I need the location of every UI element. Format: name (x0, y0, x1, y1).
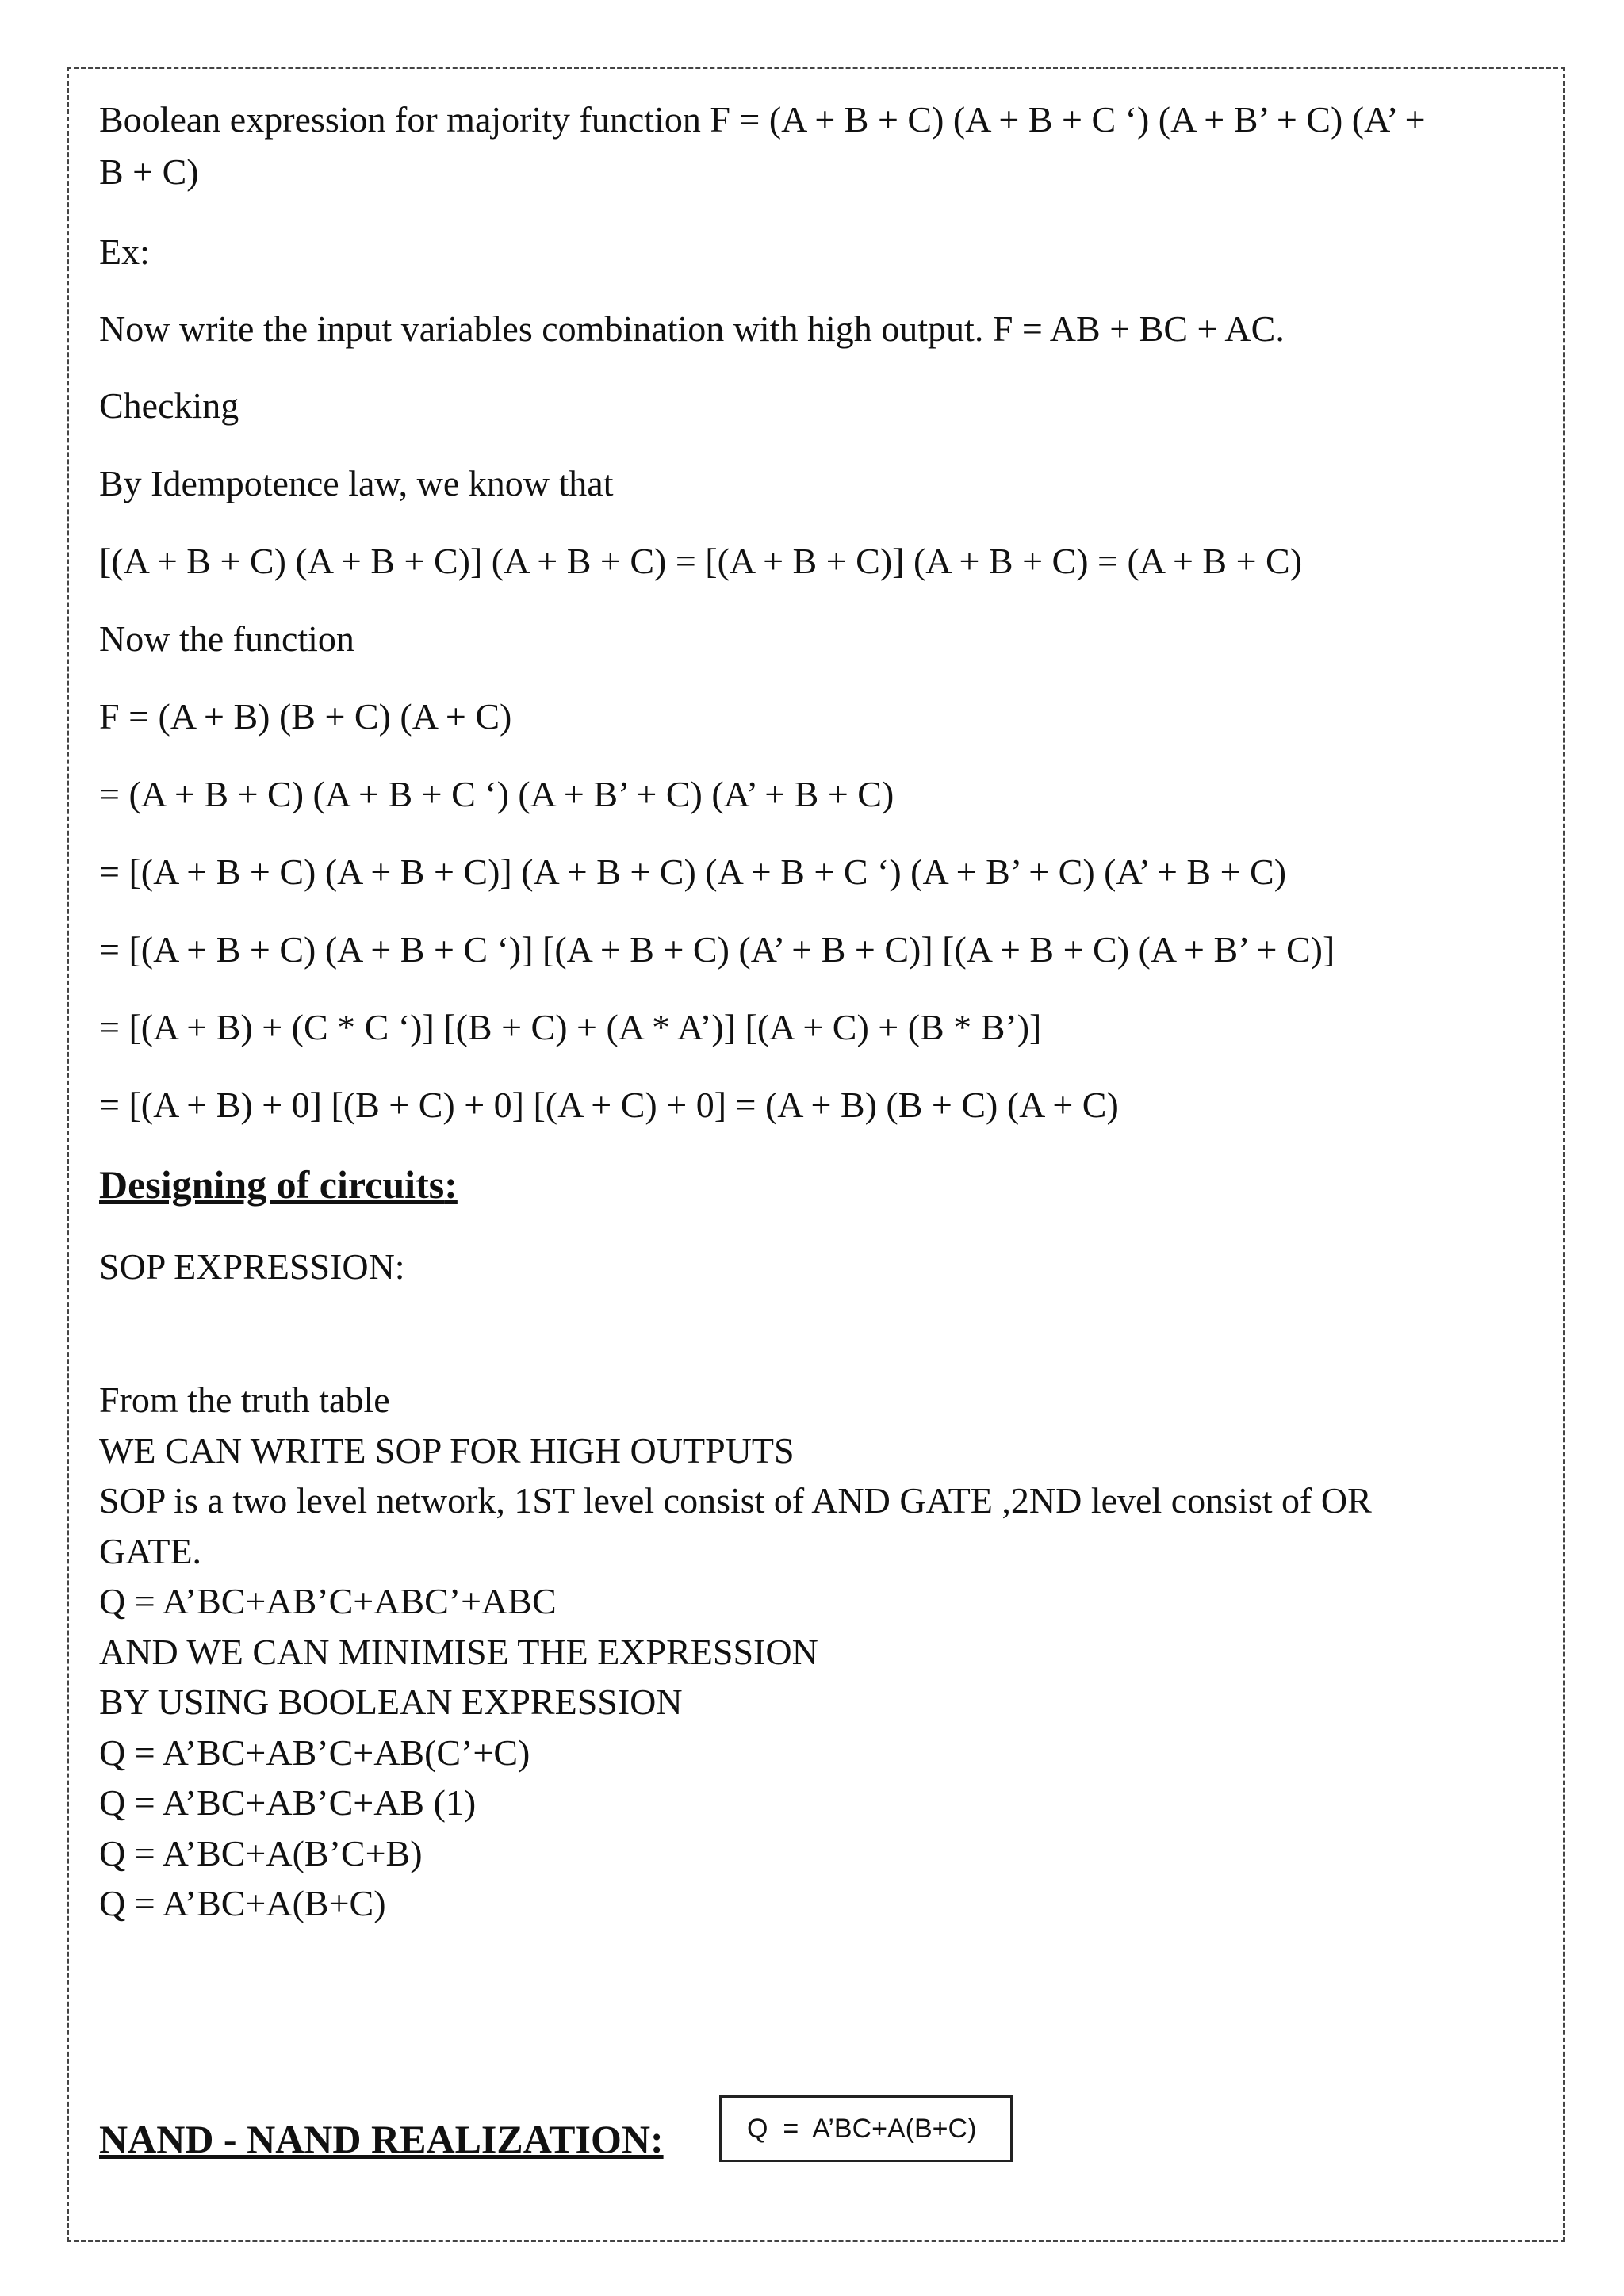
intro-line-1: Boolean expression for majority function F = (A + B + C) (A + B + C ‘) (A + B’ + C) (A’ + (99, 99, 1426, 140)
now-function-label: Now the function (99, 618, 354, 659)
designing-heading (99, 1162, 458, 1208)
sop-line: Q = A’BC+AB’C+AB (1) (99, 1782, 477, 1823)
derivation-step: = [(A + B + C) (A + B + C)] (A + B + C) (A + B + C ‘) (A + B’ + C) (A’ + B + C) (99, 851, 1287, 892)
designing-heading-colon: : (444, 1162, 458, 1207)
idempotence-equation: [(A + B + C) (A + B + C)] (A + B + C) = [(A + B + C)] (A + B + C) = (A + B + C) (99, 541, 1303, 581)
derivation-step: F = (A + B) (B + C) (A + C) (99, 696, 512, 737)
checking-label: Checking (99, 385, 239, 426)
derivation-step: = [(A + B) + (C * C ‘)] [(B + C) + (A * A’)] [(A + C) + (B * B’)] (99, 1007, 1042, 1047)
derivation-step: = (A + B + C) (A + B + C ‘) (A + B’ + C) (A’ + B + C) (99, 774, 894, 814)
sop-line: BY USING BOOLEAN EXPRESSION (99, 1682, 683, 1722)
sop-line: Q = A’BC+A(B’C+B) (99, 1832, 423, 1873)
write-line: Now write the input variables combination with high output. F = AB + BC + AC. (99, 308, 1285, 349)
sop-line: AND WE CAN MINIMISE THE EXPRESSION (99, 1631, 818, 1672)
formula-box: Q = A’BC+A(B+C) (719, 2095, 1013, 2162)
sop-line: GATE. (99, 1530, 202, 1571)
derivation-step: = [(A + B + C) (A + B + C ‘)] [(A + B + C) (A’ + B + C)] [(A + B + C) (A + B’ + C)] (99, 929, 1335, 970)
intro-line-2: B + C) (99, 151, 199, 192)
sop-line: SOP is a two level network, 1ST level consist of AND GATE ,2ND level consist of OR (99, 1480, 1372, 1521)
sop-line: Q = A’BC+A(B+C) (99, 1883, 386, 1923)
ex-label: Ex: (99, 232, 150, 272)
sop-expression-label: SOP EXPRESSION: (99, 1246, 405, 1287)
designing-heading-text: Designing of circuits (99, 1162, 445, 1207)
idempotence-line: By Idempotence law, we know that (99, 463, 614, 503)
sop-derivation-list (99, 1375, 1372, 1929)
sop-line: Q = A’BC+AB’C+ABC’+ABC (99, 1581, 557, 1621)
nand-nand-heading: NAND - NAND REALIZATION: (99, 2117, 664, 2161)
derivation-step: = [(A + B) + 0] [(B + C) + 0] [(A + C) + 0] = (A + B) (B + C) (A + C) (99, 1085, 1119, 1125)
sop-line: Q = A’BC+AB’C+AB(C’+C) (99, 1732, 530, 1773)
sop-line: From the truth table (99, 1380, 390, 1420)
sop-line: WE CAN WRITE SOP FOR HIGH OUTPUTS (99, 1429, 795, 1471)
